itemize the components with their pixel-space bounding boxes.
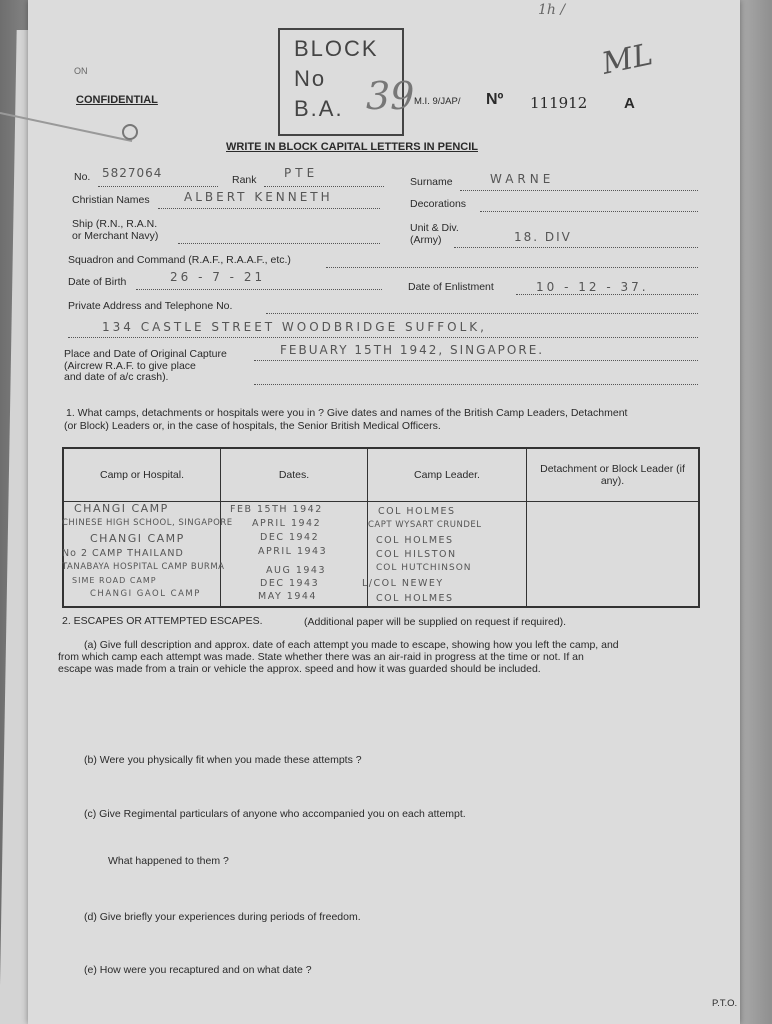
question-2c-followup: What happened to them ? bbox=[108, 855, 229, 867]
squadron-label: Squadron and Command (R.A.F., R.A.A.F., etc.) bbox=[68, 254, 291, 266]
christian-names-line bbox=[158, 208, 380, 209]
block-stamp-line2: No bbox=[294, 66, 327, 91]
corner-fragment: ON bbox=[74, 66, 88, 76]
address-label: Private Address and Telephone No. bbox=[68, 300, 233, 312]
capture-line2 bbox=[254, 384, 698, 385]
ship-label-line1: Ship (R.N., R.A.N. bbox=[72, 218, 158, 230]
row-4-leader: COL HILSTON bbox=[376, 549, 457, 560]
table-header-dates: Dates. bbox=[221, 448, 368, 502]
form-number: 111912 bbox=[530, 94, 588, 112]
row-5-leader: COL HUTCHINSON bbox=[376, 563, 472, 573]
row-4-date: APRIL 1943 bbox=[258, 546, 328, 557]
capture-line1 bbox=[254, 360, 698, 361]
row-3-camp: CHANGI CAMP bbox=[90, 532, 185, 545]
enlistment-label: Date of Enlistment bbox=[408, 281, 494, 293]
capture-value: FEBUARY 15TH 1942, SINGAPORE. bbox=[280, 343, 545, 357]
question-2e: (e) How were you recaptured and on what date ? bbox=[84, 964, 312, 976]
pto-label: P.T.O. bbox=[712, 998, 738, 1009]
table-header-camp: Camp or Hospital. bbox=[63, 448, 221, 502]
dob-line bbox=[136, 289, 382, 290]
row-2-camp: CHINESE HIGH SCHOOL, SINGAPORE bbox=[62, 518, 233, 528]
question-2a-line2: from which camp each attempt was made. State whether there was an air-raid in progress at the time or not. If an bbox=[58, 651, 584, 663]
top-pencil-mark: 1h / bbox=[538, 2, 566, 18]
unit-line bbox=[454, 247, 698, 248]
row-7-camp: CHANGI GAOL CAMP bbox=[90, 589, 201, 599]
row-2-date: APRIL 1942 bbox=[252, 518, 322, 529]
initials-scrawl: ML bbox=[598, 37, 656, 82]
capture-label-line2: (Aircrew R.A.F. to give place bbox=[64, 360, 196, 372]
row-4-camp: No 2 CAMP THAILAND bbox=[62, 548, 184, 559]
question-2-title: 2. ESCAPES OR ATTEMPTED ESCAPES. bbox=[62, 615, 263, 627]
block-number: 39 bbox=[366, 74, 415, 118]
row-5-date: AUG 1943 bbox=[266, 565, 327, 576]
question-2-note: (Additional paper will be supplied on request if required). bbox=[304, 616, 567, 628]
question-1-line2: (or Block) Leaders or, in the case of hospitals, the Senior British Medical Officers. bbox=[64, 420, 441, 432]
row-3-leader: COL HOLMES bbox=[376, 535, 454, 546]
row-1-camp: CHANGI CAMP bbox=[74, 502, 169, 515]
question-2c: (c) Give Regimental particulars of anyone who accompanied you on each attempt. bbox=[84, 808, 466, 820]
eyelet-ring bbox=[122, 124, 138, 140]
capture-label: Place and Date of Original Capture bbox=[64, 348, 227, 360]
rank-label: Rank bbox=[232, 174, 257, 186]
no-line bbox=[98, 186, 218, 187]
ship-label-line2: or Merchant Navy) bbox=[72, 230, 159, 242]
row-5-camp: TANABAYA HOSPITAL CAMP BURMA bbox=[62, 562, 225, 572]
row-7-date: MAY 1944 bbox=[258, 591, 317, 602]
table-header-detachment: Detachment or Block Leader (if any). bbox=[527, 448, 700, 502]
address-value: 134 CASTLE STREET WOODBRIDGE SUFFOLK, bbox=[102, 320, 487, 334]
number-label: Nº bbox=[486, 91, 504, 108]
instruction-heading: WRITE IN BLOCK CAPITAL LETTERS IN PENCIL bbox=[226, 141, 478, 153]
block-stamp-line3: B.A. bbox=[294, 96, 344, 121]
question-2d: (d) Give briefly your experiences during periods of freedom. bbox=[84, 911, 361, 923]
address-line1 bbox=[266, 313, 698, 314]
no-value: 5827064 bbox=[102, 166, 163, 180]
christian-names-label: Christian Names bbox=[72, 194, 150, 206]
question-2a-line3: escape was made from a train or vehicle the approx. speed and how it was guarded should be included. bbox=[58, 663, 541, 675]
squadron-line bbox=[326, 267, 698, 268]
question-2a-line1: (a) Give full description and approx. date of each attempt you made to escape, showing how you left the camp, and bbox=[84, 639, 619, 651]
address-line2 bbox=[68, 337, 698, 338]
rank-line bbox=[264, 186, 384, 187]
dob-value: 26 - 7 - 21 bbox=[170, 270, 266, 284]
unit-label-line1: Unit & Div. bbox=[410, 222, 459, 234]
form-suffix: A bbox=[624, 95, 635, 112]
confidential-label: CONFIDENTIAL bbox=[76, 94, 158, 106]
form-code: M.I. 9/JAP/ bbox=[414, 96, 461, 107]
ship-line bbox=[178, 243, 380, 244]
unit-value: 18. DIV bbox=[514, 230, 572, 244]
surname-value: WARNE bbox=[490, 172, 555, 186]
row-1-date: FEB 15TH 1942 bbox=[230, 504, 323, 515]
unit-label-line2: (Army) bbox=[410, 234, 442, 246]
decorations-line bbox=[480, 211, 698, 212]
row-6-date: DEC 1943 bbox=[260, 578, 320, 589]
surname-line bbox=[460, 190, 698, 191]
enlistment-line bbox=[516, 294, 698, 295]
table-header-leader: Camp Leader. bbox=[368, 448, 527, 502]
question-2b: (b) Were you physically fit when you made these attempts ? bbox=[84, 754, 362, 766]
block-stamp-line1: BLOCK bbox=[294, 36, 379, 61]
no-label: No. bbox=[74, 171, 91, 183]
row-6-camp: SIME ROAD CAMP bbox=[72, 576, 157, 585]
christian-names-value: ALBERT KENNETH bbox=[184, 190, 333, 204]
form-sheet bbox=[28, 0, 740, 1024]
decorations-label: Decorations bbox=[410, 198, 467, 210]
dob-label: Date of Birth bbox=[68, 276, 127, 288]
row-1-leader: COL HOLMES bbox=[378, 506, 456, 517]
surname-label: Surname bbox=[410, 176, 453, 188]
row-7-leader: COL HOLMES bbox=[376, 593, 454, 604]
row-3-date: DEC 1942 bbox=[260, 532, 320, 543]
question-1-line1: 1. What camps, detachments or hospitals were you in ? Give dates and names of the British Camp Leaders, Detachment bbox=[66, 407, 628, 419]
capture-label-line3: and date of a/c crash). bbox=[64, 371, 169, 383]
enlistment-value: 10 - 12 - 37. bbox=[536, 280, 649, 294]
rank-value: PTE bbox=[284, 166, 319, 180]
row-6-leader: L/COL NEWEY bbox=[362, 578, 444, 589]
row-2-leader: CAPT WYSART CRUNDEL bbox=[368, 520, 482, 530]
